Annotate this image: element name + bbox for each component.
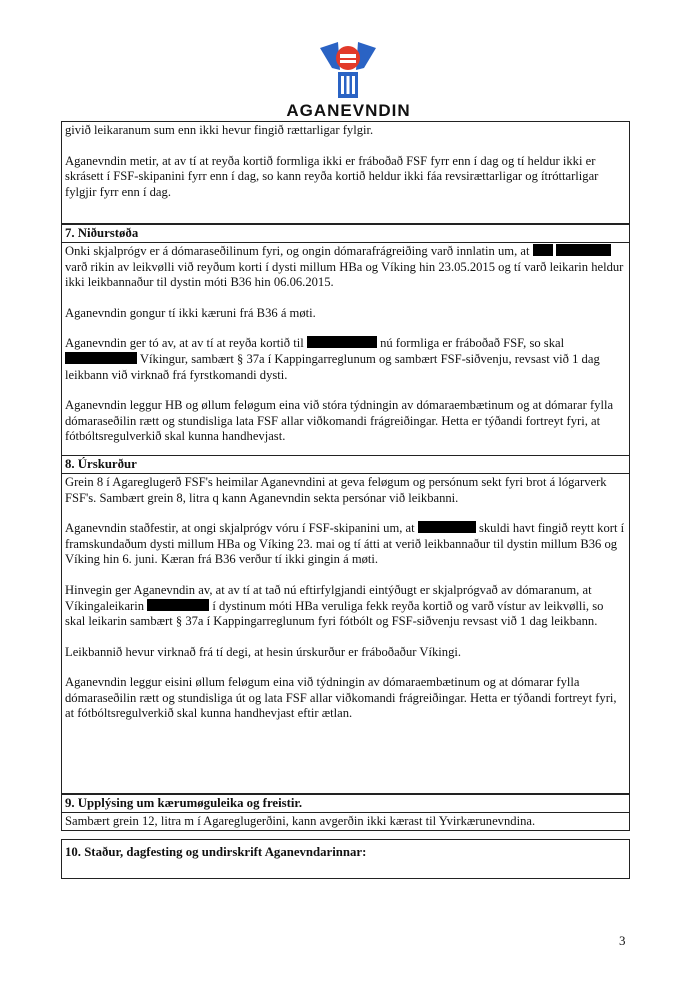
redacted-name xyxy=(307,336,377,348)
s8-paragraph-1: Grein 8 í Agareglugerð FSF's heimilar Aganevndini at geva feløgum og persónum sekt fyri brot á lógarverk FSF's. Sambært grein 8, litra q kann Aganevndin sekta persónar við leikbanni. xyxy=(65,474,607,505)
intro-paragraph-1: givið leikaranum sum enn ikki hevur fingið rættarligar fylgir. xyxy=(65,123,374,137)
section-9-text: Sambært grein 12, litra m í Agareglugerðini, kann avgerðin ikki kærast til Yvirkærunevndina. xyxy=(65,814,536,828)
s8-paragraph-4: Leikbannið hevur virknað frá tí degi, at hesin úrskurður er fráboðaður Víkingi. xyxy=(65,644,462,659)
s8-paragraph-2: Aganevndin staðfestir, at ongi skjalprógv vóru í FSF-skipanini um, at skuldi havt fingið reytt kort í framskundaðum dysti millum HBa og Víking 23. mai og tí átti at verið leikbannaður til dystin millum B36 og Víking hin 6. juni. Kæran frá B36 verður tí ikki gingin á møti. xyxy=(65,521,625,567)
s7-paragraph-3: Aganevndin ger tó av, at av tí at reyða kortið til nú formliga er fráboðað FSF, so skal Víkingur, sambært § 37a í Kappingarreglunum og sambært FSF-siðvenju, revsast við 1 dag leikbann við virknað frá fyrstkomandi dysti. xyxy=(65,336,600,382)
s8-paragraph-5: Aganevndin leggur eisini øllum feløgum eina við týdningin av dómaraembætinum og at dómarar fylla dómaraseðilin rætt og stundisliga út og lata FSF allar viðkomandi frágreiðingar. Hetta er týðandi fortreyt fyri, at fótbóltsregulverkið skal kunna handhevjast eftir ætlan. xyxy=(65,675,617,721)
redacted-name xyxy=(147,599,209,611)
s7-paragraph-2: Aganevndin gongur tí ikki kæruni frá B36 á møti. xyxy=(65,305,316,320)
redacted-name xyxy=(65,352,137,364)
sections-7-8-block xyxy=(61,224,630,794)
page-number: 3 xyxy=(619,933,626,948)
redacted-name xyxy=(418,521,476,533)
section-9-block xyxy=(61,794,630,831)
s8-paragraph-3: Hinvegin ger Aganevndin av, at av tí at tað nú eftirfylgjandi eintýðugt er skjalprógvað av dómaranum, at Víkingaleikarin í dystinum móti HBa veruliga fekk reyða kortið og varð vístur av leikvølli, so skal leikarin sambært § 37a í Kappingarreglunum fyri fótbólt og FSF-siðvenju revsast við 1 dag leikbann. xyxy=(65,582,604,629)
redacted-name xyxy=(533,244,553,256)
org-name: AGANEVNDIN xyxy=(286,101,411,120)
intro-paragraph-2: Aganevndin metir, at av tí at reyða kortið formliga ikki er fráboðað FSF fyrr enn í dag og tí heldur ikki er skrásett í FSF-skipanini fyrr enn í dag, so kann reyða kortið heldur ikki fáa revsirættarligar og ítróttarligar fylgjir fyrr enn í dag. xyxy=(65,153,599,199)
s7-paragraph-4: Aganevndin leggur HB og øllum feløgum eina við stóra týdningin av dómaraembætinum og at dómarar fylla dómaraseðilin rætt og stundisliga lata FSF allar viðkomandi frágreiðingar. Hetta er týðandi fortreyt fyri, at fótbóltsregulverkið skal kunna handhevjast. xyxy=(65,398,614,444)
section-10-block xyxy=(61,839,630,879)
section-7-heading: 7. Niðurstøða xyxy=(62,225,629,243)
fsf-logo xyxy=(318,40,378,102)
section-8-heading: 8. Úrskurður xyxy=(62,455,629,474)
section-9-heading: 9. Upplýsing um kærumøguleika og freistir. xyxy=(62,795,629,813)
section-10-heading: 10. Staður, dagfesting og undirskrift Aganevndarinnar: xyxy=(65,845,367,859)
redacted-name xyxy=(556,244,611,256)
intro-block xyxy=(61,121,630,224)
s7-paragraph-1: Onki skjalprógv er á dómaraseðilinum fyri, og ongin dómarafrágreiðing varð innlatin um, at varð rikin av leikvølli við reyðum korti í dysti millum HBa og Víking hin 23.05.2015 og tí varð leikarin heldur ikki leikbannaður til dystin móti B36 hin 06.06.2015. xyxy=(65,244,624,290)
